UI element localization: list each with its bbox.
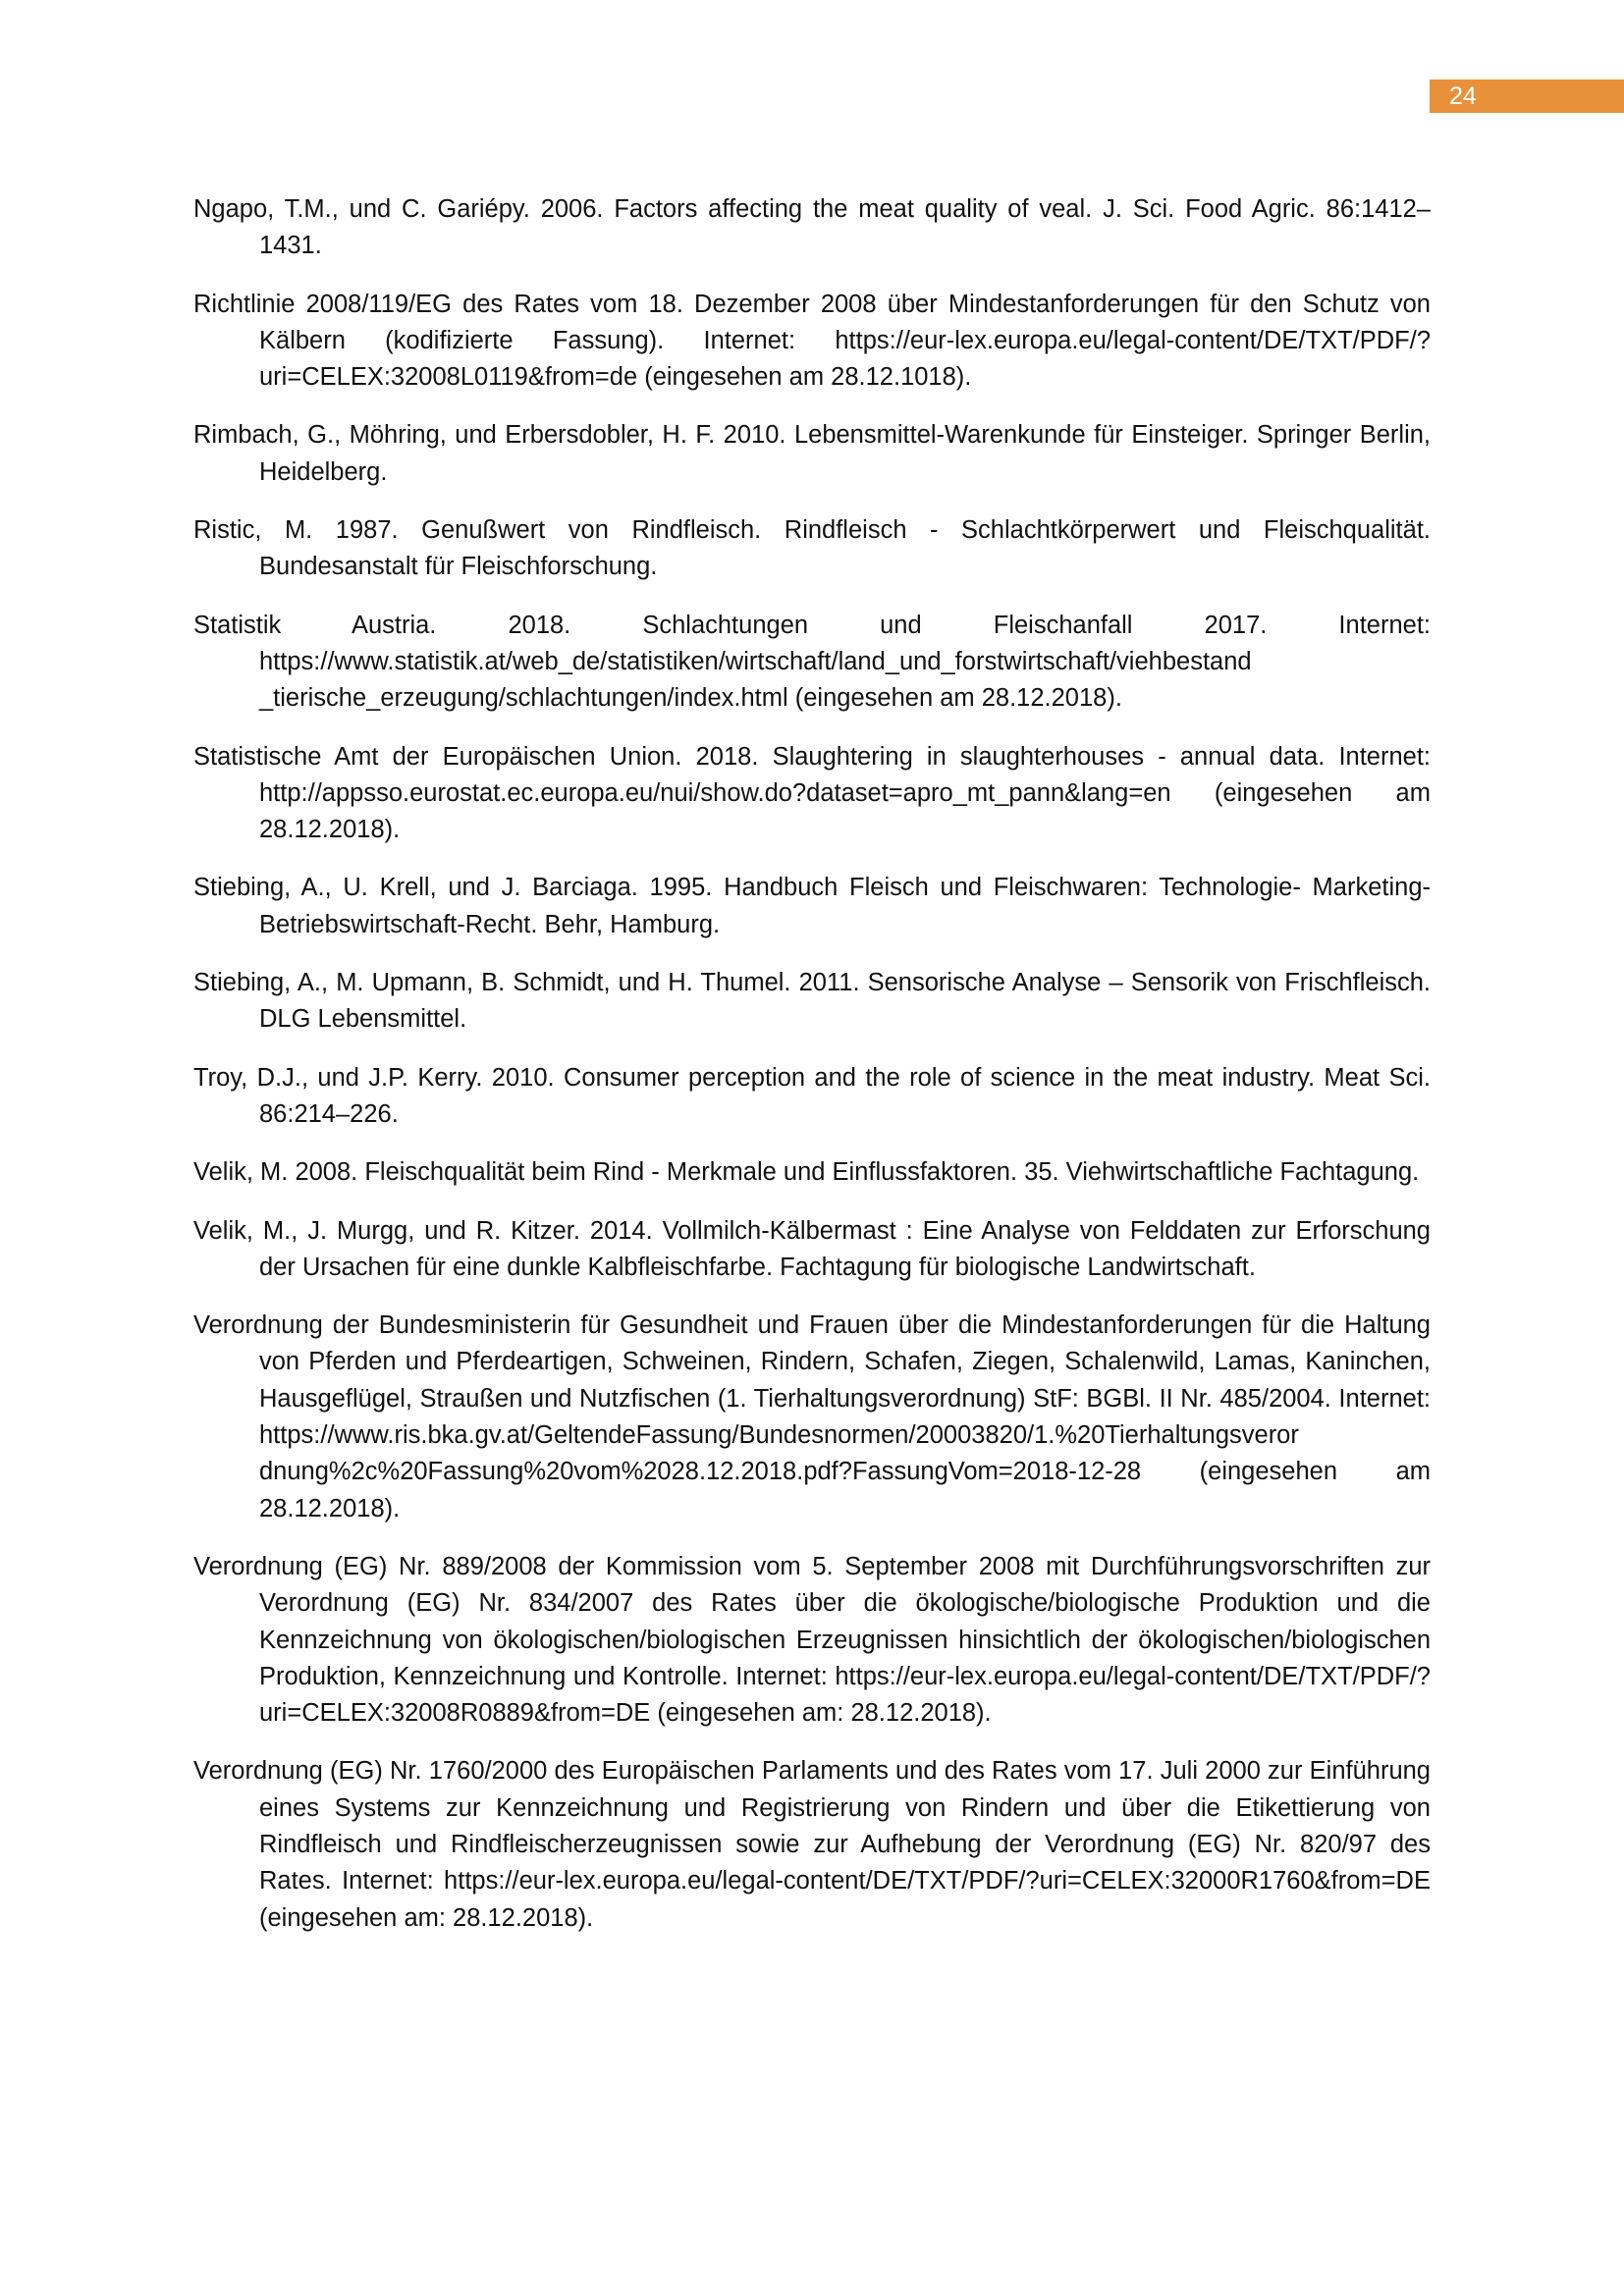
reference-entry: Troy, D.J., und J.P. Kerry. 2010. Consumer perception and the role of science in the meat industry. Meat Sci. 86:214–226. <box>193 1063 1431 1128</box>
reference-entry: Stiebing, A., U. Krell, und J. Barciaga. 1995. Handbuch Fleisch und Fleischwaren: Technologie- Marketing- Betriebswirtschaft-Recht. Behr, Hamburg. <box>193 874 1431 938</box>
reference-entry: Verordnung der Bundesministerin für Gesundheit und Frauen über die Mindestanforderungen für die Haltung von Pferden und Pferdeartigen, Schweinen, Rindern, Schafen, Ziegen, Schalenwild, Lamas, Kaninchen, Hausgeflügel, Straußen und Nutzfischen (1. Tierhaltungsverordnung) StF: BGBl. II Nr. 485/2004. Internet: https://www.ris.bka.gv.at/GeltendeFassung/Bundesnormen/20003820/1.%20Tierhaltungsveror dnung%2c%20Fassung%20vom%2028.12.2018.pdf?FassungVom=2018-12-28 (eingesehen am 28.12.2018). <box>193 1311 1431 1522</box>
reference-entry: Statistik Austria. 2018. Schlachtungen und Fleischanfall 2017. Internet: https://www.statistik.at/web_de/statistiken/wirtschaft/land_und_forstwirtschaft/viehbestand _tierische_erzeugung/schlachtungen/index.html (eingesehen am 28.12.2018). <box>193 611 1431 713</box>
reference-entry: Rimbach, G., Möhring, und Erbersdobler, H. F. 2010. Lebensmittel-Warenkunde für Einsteiger. Springer Berlin, Heidelberg. <box>193 421 1431 486</box>
page-number-badge: 24 <box>1430 80 1624 113</box>
reference-entry: Richtlinie 2008/119/EG des Rates vom 18. Dezember 2008 über Mindestanforderungen für den Schutz von Kälbern (kodifizierte Fassung). Internet: https://eur-lex.europa.eu/legal-content/DE/TXT/PDF/?uri=CELEX:32008L0119&from=de (eingesehen am 28.12.1018). <box>193 290 1431 392</box>
reference-entry: Ristic, M. 1987. Genußwert von Rindfleisch. Rindfleisch - Schlachtkörperwert und Fleischqualität. Bundesanstalt für Fleischforschung. <box>193 516 1431 581</box>
reference-entry: Velik, M., J. Murgg, und R. Kitzer. 2014. Vollmilch-Kälbermast : Eine Analyse von Felddaten zur Erforschung der Ursachen für eine dunkle Kalbfleischfarbe. Fachtagung für biologische Landwirtschaft. <box>193 1216 1431 1281</box>
reference-entry: Statistische Amt der Europäischen Union. 2018. Slaughtering in slaughterhouses - annual data. Internet: http://appsso.eurostat.ec.europa.eu/nui/show.do?dataset=apro_mt_pann&lang=en (eingesehen am 28.12.2018). <box>193 742 1431 844</box>
reference-entry: Stiebing, A., M. Upmann, B. Schmidt, und H. Thumel. 2011. Sensorische Analyse – Sensorik von Frischfleisch. DLG Lebensmittel. <box>193 969 1431 1034</box>
reference-entry: Verordnung (EG) Nr. 1760/2000 des Europäischen Parlaments und des Rates vom 17. Juli 2000 zur Einführung eines Systems zur Kennzeichnung und Registrierung von Rindern und über die Etikettierung von Rindfleisch und Rindfleischerzeugnissen sowie zur Aufhebung der Verordnung (EG) Nr. 820/97 des Rates. Internet: https://eur-lex.europa.eu/legal-content/DE/TXT/PDF/?uri=CELEX:32000R1760&from=DE (eingesehen am: 28.12.2018). <box>193 1757 1431 1932</box>
reference-entry: Verordnung (EG) Nr. 889/2008 der Kommission vom 5. September 2008 mit Durchführungsvorschriften zur Verordnung (EG) Nr. 834/2007 des Rates über die ökologische/biologische Produktion und die Kennzeichnung von ökologischen/biologischen Erzeugnissen hinsichtlich der ökologischen/biologischen Produktion, Kennzeichnung und Kontrolle. Internet: https://eur-lex.europa.eu/legal-content/DE/TXT/PDF/?uri=CELEX:32008R0889&from=DE (eingesehen am: 28.12.2018). <box>193 1552 1431 1728</box>
reference-entry: Ngapo, T.M., und C. Gariépy. 2006. Factors affecting the meat quality of veal. J. Sci. Food Agric. 86:1412–1431. <box>193 195 1431 260</box>
reference-entry: Velik, M. 2008. Fleischqualität beim Rind - Merkmale und Einflussfaktoren. 35. Viehwirtschaftliche Fachtagung. <box>193 1158 1420 1187</box>
reference-list <box>193 191 1431 1958</box>
